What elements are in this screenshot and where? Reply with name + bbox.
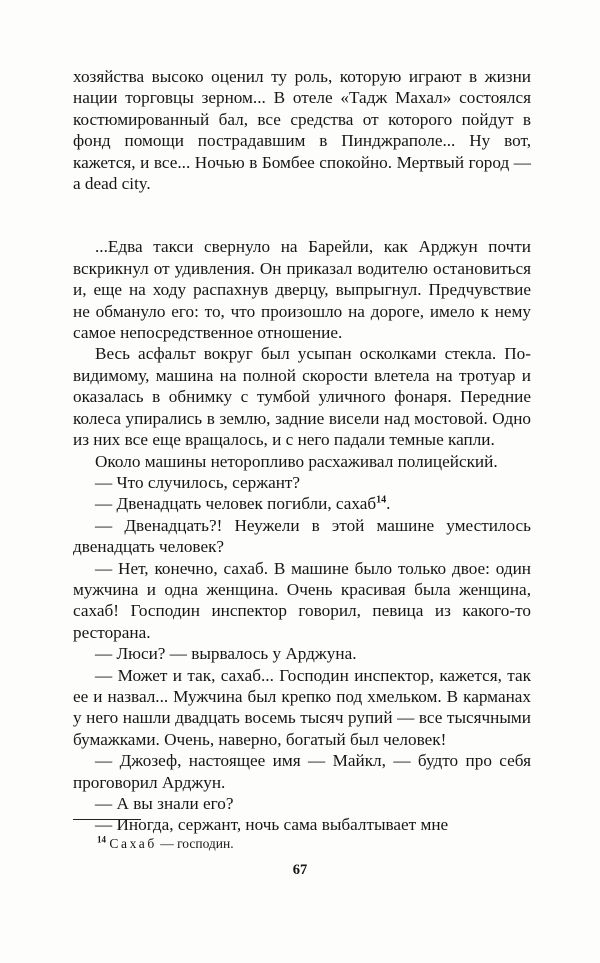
dialogue-line-9: — Иногда, сержант, ночь сама выбалтывает мне (95, 815, 449, 835)
footnote-definition: — господин. (156, 836, 234, 851)
footnote-number: 14 (97, 834, 106, 845)
paragraph-3: Весь асфальт вокруг был усыпан осколками стекла. По-видимому, машина на полной скорости влетела на тротуар и оказалась в обнимку с тумбой уличного фонаря. Передние колеса упирались в землю, задние висели над мостовой. Одно из них все еще вращалось, и с него падали темные капли. (73, 344, 531, 450)
footnote-reference[interactable]: 14 (376, 494, 387, 506)
dialogue-line-7: — Джозеф, настоящее имя — Майкл, — будто про себя проговорил Арджун. (73, 751, 531, 792)
dialogue-line-1: — Что случилось, сержант? (95, 472, 301, 492)
dialogue-line-2-end: . (386, 494, 391, 514)
body-text (73, 66, 531, 836)
footnote (97, 835, 234, 852)
footnote-term: Сахаб (109, 836, 157, 851)
dialogue-line-4: — Нет, конечно, сахаб. В машине было только двое: один мужчина и одна женщина. Очень красивая была женщина, сахаб! Господин инспектор говорил, певица из какого-то ресторана. (73, 558, 531, 642)
dialogue-line-6: — Может и так, сахаб... Господин инспектор, кажется, так ее и назвал... Мужчина был крепко под хмельком. В карманах у него нашли двадцать восемь тысяч рупий — все тысячными бумажками. Очень, наверно, богатый был человек! (73, 665, 531, 749)
footnote-divider (73, 819, 141, 820)
paragraph-2: ...Едва такси свернуло на Барейли, как Арджун почти вскрикнул от удивления. Он приказал водителю остановиться и, еще на ходу распахнув дверцу, выпрыгнул. Предчувствие не обмануло его: то, что произошло на дороге, имело к нему самое непосредственное отношение. (73, 237, 531, 343)
dialogue-line-2-text: — Двенадцать человек погибли, сахаб (95, 494, 377, 514)
page-number: 67 (292, 862, 308, 878)
paragraph-1: хозяйства высоко оценил ту роль, которую играют в жизни нации торговцы зерном... В отеле «Тадж Махал» состоялся костюмированный бал, все средства от которого пойдут в фонд помощи пострадавшим в Пинджраполе... Ну вот, кажется, и все... Ночью в Бомбее спокойно. Мертвый город — a dead city. (73, 67, 531, 194)
dialogue-line-2 (73, 493, 531, 514)
dialogue-line-8: — А вы знали его? (95, 794, 234, 813)
paragraph-4: Около машины неторопливо расхаживал полицейский. (95, 451, 498, 471)
section-break (73, 194, 531, 236)
dialogue-line-5: — Люси? — вырвалось у Арджуна. (95, 644, 357, 664)
dialogue-line-3: — Двенадцать?! Неужели в этой машине уместилось двенадцать человек? (73, 515, 531, 557)
